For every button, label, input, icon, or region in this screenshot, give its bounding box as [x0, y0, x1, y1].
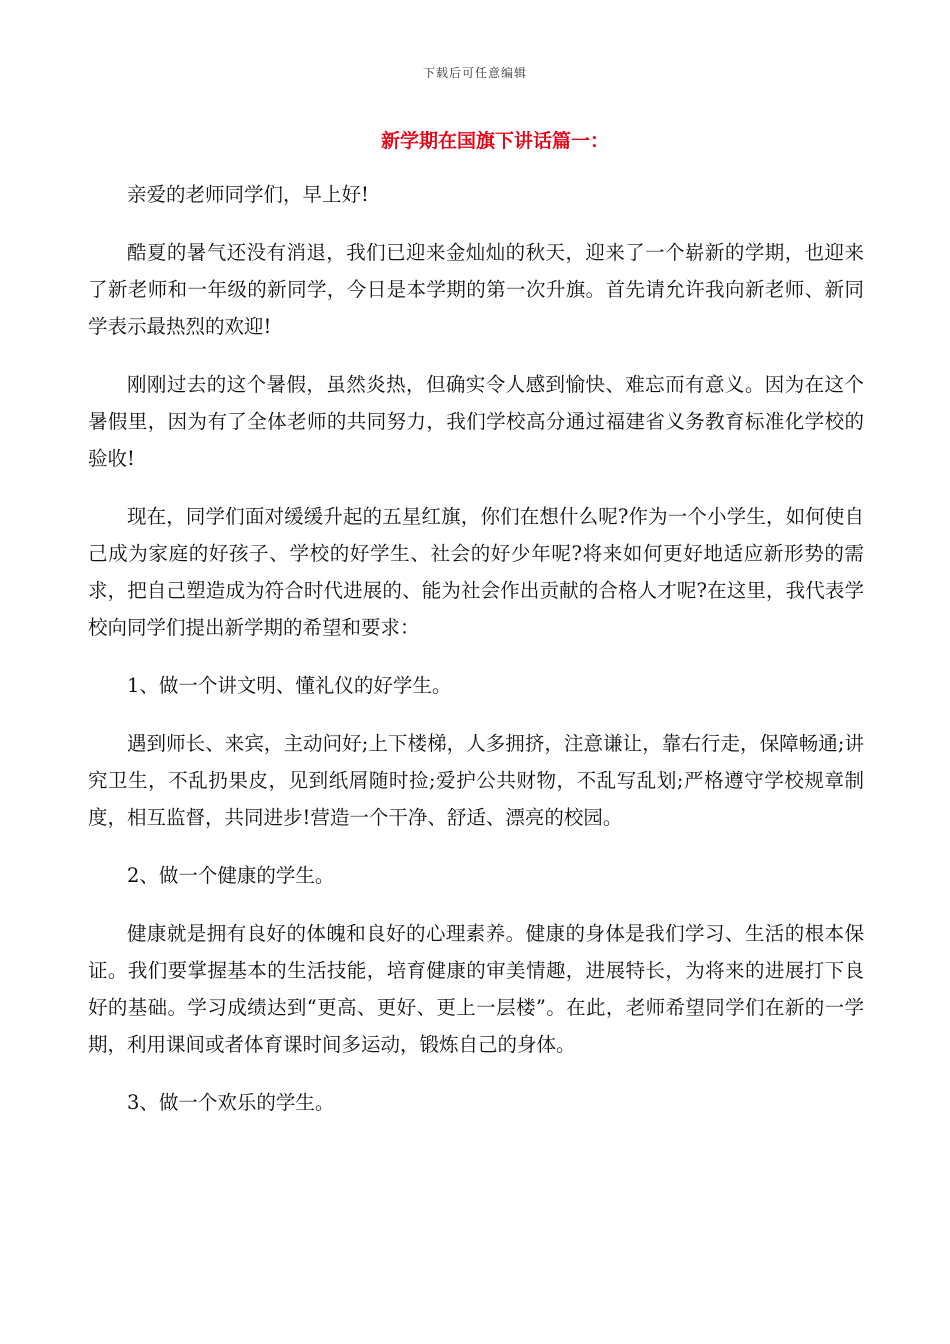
paragraph-summer-review: 刚刚过去的这个暑假，虽然炎热，但确实令人感到愉快、难忘而有意义。因为在这个暑假里，因为有了全体老师的共同努力，我们学校高分通过福建省义务教育标准化学校的验收!: [88, 373, 864, 470]
paragraph-expectations: 现在，同学们面对缓缓升起的五星红旗，你们在想什么呢?作为一个小学生，如何使自己成为家庭的好孩子、学校的好学生、社会的好少年呢?将来如何更好地适应新形势的需求，把自己塑造成为符合时代进展的、能为社会作出贡献的合格人才呢?在这里，我代表学校向同学们提出新学期的希望和要求：: [88, 505, 864, 639]
document-title: 新学期在国旗下讲话篇一：: [380, 130, 609, 152]
paragraph-greeting: 亲爱的老师同学们，早上好!: [127, 183, 369, 206]
paragraph-point-1-body: 遇到师长、来宾，主动问好;上下楼梯，人多拥挤，注意谦让，靠右行走，保障畅通;讲究卫生，不乱扔果皮，见到纸屑随时捡;爱护公共财物，不乱写乱划;严格遵守学校规章制度，相互监督，共同进步!营造一个干净、舒适、漂亮的校园。: [88, 732, 864, 829]
page-header-note: 下载后可任意编辑: [422, 66, 527, 80]
document-body: [88, 176, 864, 1142]
paragraph-new-semester: 酷夏的暑气还没有消退，我们已迎来金灿灿的秋天，迎来了一个崭新的学期，也迎来了新老师和一年级的新同学，今日是本学期的第一次升旗。首先请允许我向新老师、新同学表示最热烈的欢迎!: [88, 241, 864, 338]
paragraph-point-1-heading: 1、做一个讲文明、懂礼仪的好学生。: [127, 674, 452, 697]
paragraph-point-2-body: 健康就是拥有良好的体魄和良好的心理素养。健康的身体是我们学习、生活的根本保证。我们要掌握基本的生活技能，培育健康的审美情趣，进展特长，为将来的进展打下良好的基础。学习成绩达到“更高、更好、更上一层楼”。在此，老师希望同学们在新的一学期，利用课间或者体育课时间多运动，锻炼自己的身体。: [88, 922, 864, 1056]
paragraph-point-3-heading: 3、做一个欢乐的学生。: [127, 1091, 335, 1114]
paragraph-point-2-heading: 2、做一个健康的学生。: [127, 864, 335, 887]
